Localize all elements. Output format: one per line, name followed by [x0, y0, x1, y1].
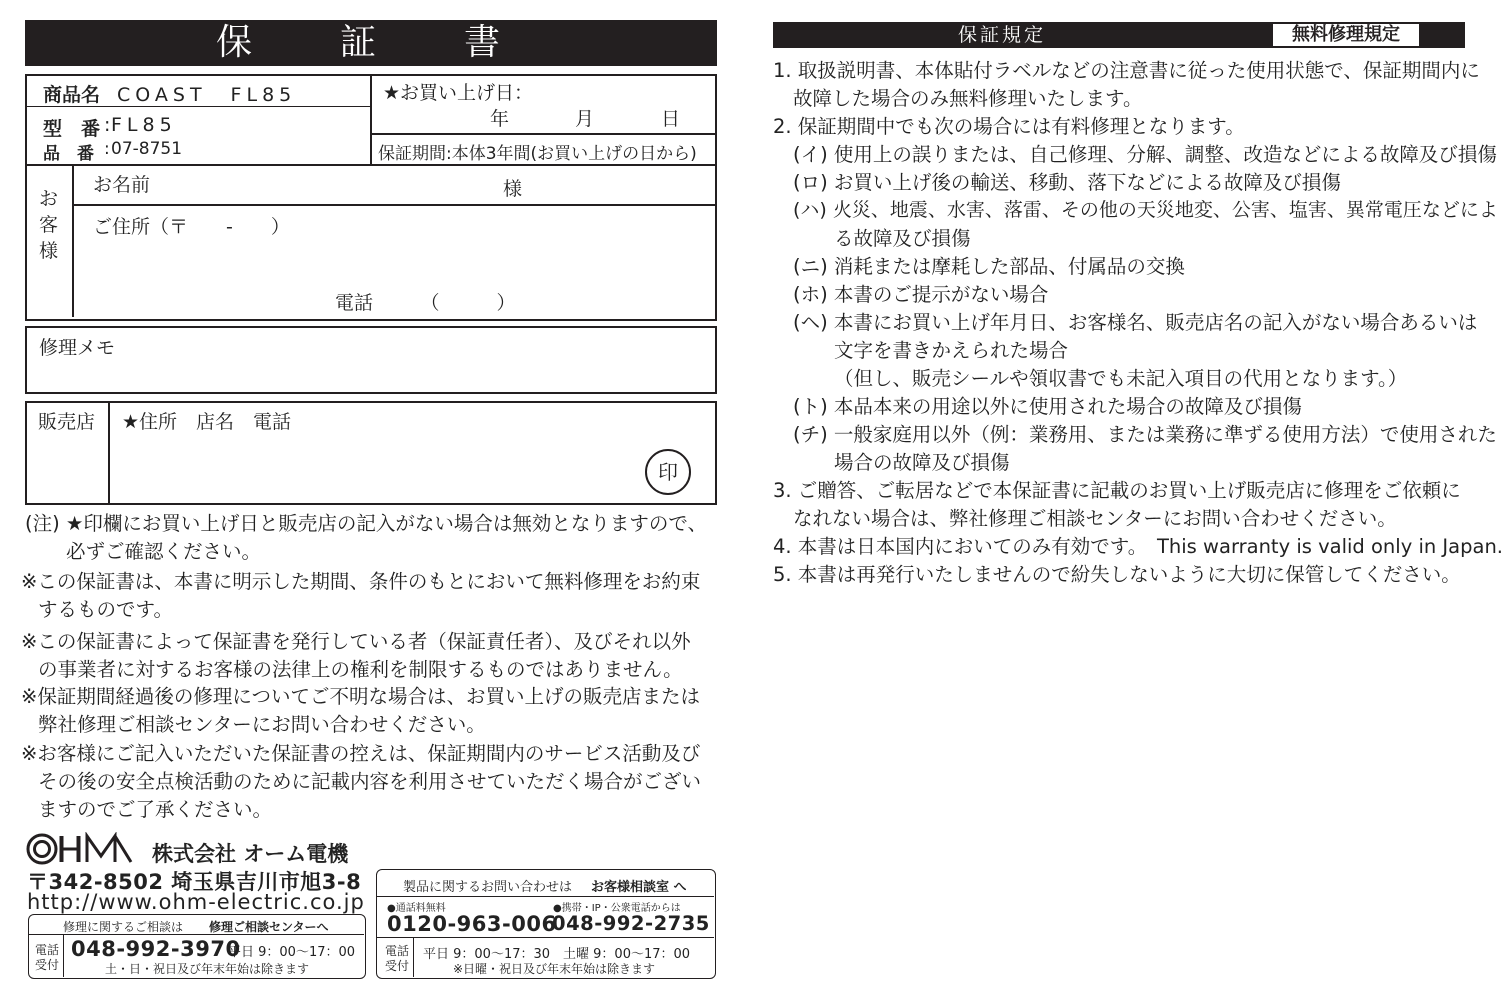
rule-line: 文字を書きかえられた場合 [834, 339, 1069, 362]
note-line: の事業者に対するお客様の法律上の権利を制限するものではありません。 [38, 658, 683, 681]
ohm-logo [25, 832, 137, 866]
shop-box [25, 401, 717, 505]
product-name-label: 商品名 [43, 84, 101, 106]
customer-inquiry-box [376, 869, 716, 979]
product-code-label: 品 番 [43, 144, 94, 164]
note-line: ※この保証書によって保証書を発行している者（保証責任者）、及びそれ以外 [21, 630, 691, 653]
shop-fields: ★住所 店名 電話 [122, 411, 292, 433]
repair-phone-label-2: 受付 [35, 958, 60, 972]
rule-line: 4. 本書は日本国内においてのみ有効です。 This warranty is valid only in Japan. [773, 535, 1504, 558]
note-line: ※この保証書は、本書に明示した期間、条件のもとにおいて無料修理をお約束 [21, 570, 701, 593]
customer-sama: 様 [503, 178, 523, 200]
rule-line: なれない場合は、弊社修理ご相談センターにお問い合わせください。 [793, 507, 1397, 530]
rule-line: 場合の故障及び損傷 [834, 451, 1010, 474]
rule-line: る故障及び損傷 [834, 227, 971, 250]
product-code-value: 07-8751 [111, 139, 183, 159]
purchase-month: 月 [575, 108, 595, 130]
rule-line: (チ) 一般家庭用以外（例：業務用、または業務に準ずる使用方法）で使用された [793, 423, 1497, 446]
repair-phone-number[interactable]: 048-992-3970 [71, 937, 241, 961]
customer-name-label: お名前 [93, 174, 151, 196]
inquiry-header-1: 製品に関するお問い合わせは [403, 880, 573, 895]
warranty-period: 保証期間:本体3年間(お買い上げの日から) [378, 144, 697, 164]
company-name: 株式会社 オーム電機 [152, 842, 349, 866]
repair-memo-label: 修理メモ [39, 337, 116, 359]
rule-line: (ハ) 火災、地震、水害、落雷、その他の天災地変、公害、塩害、異常電圧などによ [793, 199, 1498, 221]
inquiry-phone-label-2: 受付 [385, 959, 410, 973]
rule-line: (ト) 本品本来の用途以外に使用された場合の故障及び損傷 [793, 395, 1302, 418]
shop-label: 販売店 [38, 411, 96, 433]
purchase-date-label: ★お買い上げ日： [383, 82, 534, 104]
customer-box [25, 166, 717, 321]
seal-stamp-circle: 印 [645, 449, 691, 495]
rule-line: (ロ) お買い上げ後の輸送、移動、落下などによる故障及び損傷 [793, 171, 1341, 194]
repair-hours: 平日 9：00〜17：00 [228, 945, 356, 960]
free-phone-number[interactable]: 0120-963-006 [387, 912, 557, 936]
note-line: ますのでご了承ください。 [38, 798, 273, 821]
customer-side-label-2: 客 [39, 214, 59, 236]
free-call-label: ●通話料無料 [387, 903, 446, 914]
repair-header-2: 修理ご相談センターへ [209, 920, 329, 934]
inquiry-note: ※日曜・祝日及び年末年始は除きます [453, 962, 656, 976]
customer-side-label-3: 様 [39, 240, 59, 262]
customer-address-label: ご住所（〒 - ） [93, 216, 290, 238]
repair-note: 土・日・祝日及び年末年始は除きます [105, 962, 310, 976]
company-url[interactable]: http://www.ohm-electric.co.jp [27, 890, 365, 914]
repair-header-1: 修理に関するご相談は [63, 920, 184, 934]
free-repair-tag: 無料修理規定 [1273, 24, 1419, 46]
repair-center-box [28, 914, 366, 979]
rule-line: (ホ) 本書のご提示がない場合 [793, 283, 1049, 306]
rule-line: 故障した場合のみ無料修理いたします。 [793, 87, 1143, 110]
customer-side-label-1: お [39, 188, 59, 210]
note-line: ※保証期間経過後の修理についてご不明な場合は、お買い上げの販売店または [21, 685, 700, 708]
note-line: 必ずご確認ください。 [66, 540, 262, 563]
product-name-value: COAST FL85 [117, 84, 297, 106]
repair-phone-label-1: 電話 [35, 943, 60, 957]
rule-line: 3. ご贈答、ご転居などで本保証書に記載のお買い上げ販売店に修理をご依頼に [773, 479, 1461, 502]
rule-line: (イ) 使用上の誤りまたは、自己修理、分解、調整、改造などによる故障及び損傷 [793, 143, 1497, 166]
customer-phone-label: 電話 （ ） [335, 292, 516, 314]
product-info-box: 商品名 COAST FL85 型 番 : FL85 品 番 : 07-8751 ★お買い上げ日： 年 月 日 保証期間:本体3年間(お買い上げの日から) [25, 74, 717, 166]
rules-title: 保証規定 [958, 24, 1047, 46]
rule-line: （但し、販売シールや領収書でも未記入項目の代用となります。） [834, 367, 1408, 390]
note-line: するものです。 [38, 598, 173, 621]
warranty-title: 保 証 書 [25, 20, 717, 66]
inquiry-phone-label-1: 電話 [385, 944, 410, 958]
note-line: (注) ★印欄にお買い上げ日と販売店の記入がない場合は無効となりますので、 [25, 512, 708, 535]
rules-header [773, 22, 1465, 48]
note-line: その後の安全点検活動のために記載内容を利用させていただく場合がござい [38, 770, 702, 793]
rule-line: 5. 本書は再発行いたしませんので紛失しないように大切に保管してください。 [773, 563, 1461, 586]
note-line: ※お客様にご記入いただいた保証書の控えは、保証期間内のサービス活動及び [21, 742, 701, 765]
company-address: 〒342-8502 埼玉県吉川市旭3-8 [27, 870, 362, 894]
purchase-day: 日 [661, 108, 681, 130]
note-line: 弊社修理ご相談センターにお問い合わせください。 [38, 713, 486, 736]
inquiry-phone-number[interactable]: 048-992-2735 [552, 912, 710, 935]
rule-line: 2. 保証期間中でも次の場合には有料修理となります。 [773, 115, 1245, 138]
mobile-call-label: ●携帯・IP・公衆電話からは [553, 903, 681, 914]
repair-memo-box [25, 326, 717, 394]
inquiry-hours: 平日 9：00〜17：30 土曜 9：00〜17：00 [423, 947, 691, 962]
model-value: FL85 [111, 114, 177, 136]
model-label: 型 番 [43, 118, 101, 140]
purchase-year: 年 [490, 108, 510, 130]
rule-line: (ヘ) 本書にお買い上げ年月日、お客様名、販売店名の記入がない場合あるいは [793, 311, 1478, 334]
rule-line: 1. 取扱説明書、本体貼付ラベルなどの注意書に従った使用状態で、保証期間内に [773, 59, 1480, 82]
rule-line: (ニ) 消耗または摩耗した部品、付属品の交換 [793, 255, 1185, 278]
inquiry-header-2: お客様相談室 へ [591, 880, 687, 895]
